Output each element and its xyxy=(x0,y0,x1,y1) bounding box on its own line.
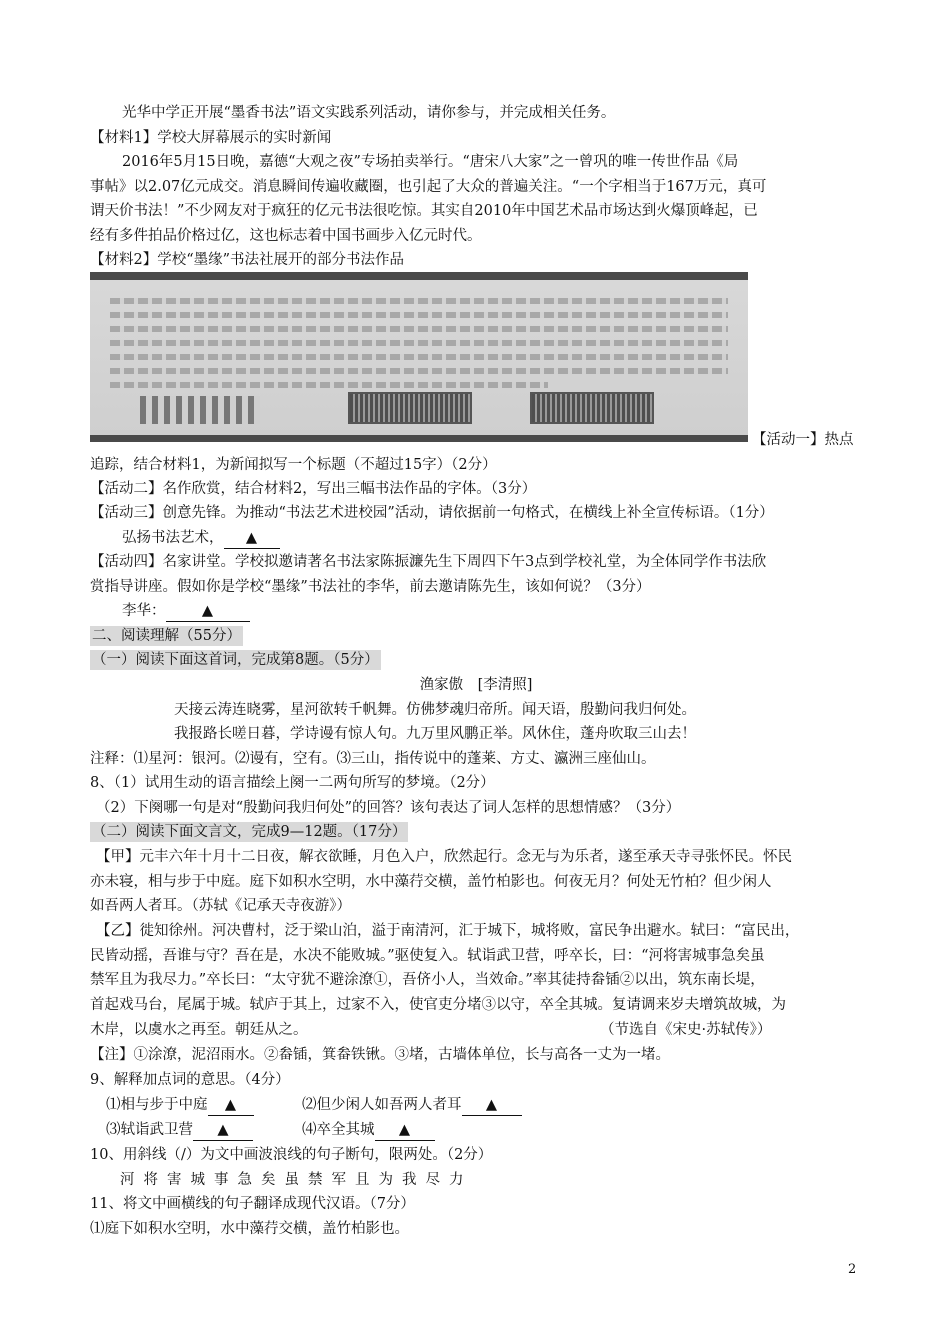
calligraphy-paper xyxy=(90,280,748,435)
q9-blank3[interactable]: ▲ xyxy=(193,1120,253,1141)
q9-item4: ⑷卒全其城 xyxy=(302,1122,375,1138)
jia-line3: 如吾两人者耳。（苏轼《记承天寺夜游》） xyxy=(90,898,351,914)
section2-2-heading xyxy=(90,822,862,842)
question10: 10、用斜线（/）为文中画波浪线的句子断句，限两处。（2分） xyxy=(90,1147,493,1163)
poem-title: 渔家傲 [李清照] xyxy=(419,677,533,693)
section2-label: 二、阅读理解（55分） xyxy=(92,628,241,644)
poem-note: 注释：⑴星河：银河。⑵谩有，空有。⑶三山，指传说中的蓬莱、方丈、瀛洲三座仙山。 xyxy=(90,751,656,767)
poem-line1: 天接云涛连晓雾，星河欲转千帆舞。仿佛梦魂归帝所。闻天语，殷勤问我归何处。 xyxy=(174,702,696,718)
calligraphy-work-1 xyxy=(140,396,260,424)
activity4-line1: 【活动四】名家讲堂。学校拟邀请著名书法家陈振濂先生下周四下午3点到学校礼堂，为全体同学作书法欣 xyxy=(90,554,767,570)
question9-row1 xyxy=(106,1095,862,1116)
jia-line2: 亦未寝，相与步于中庭。庭下如积水空明，水中藻荇交横，盖竹柏影也。何夜无月？何处无竹柏？但少闲人 xyxy=(90,874,772,890)
jia-line1: 【甲】元丰六年十月十二日夜，解衣欲睡，月色入户，欣然起行。念无与为乐者，遂至承天寺寻张怀民。怀民 xyxy=(96,849,792,865)
material1-line1: 2016年5月15日晚，嘉德“大观之夜”专场拍卖举行。“唐宋八大家”之一曾巩的唯一传世作品《局 xyxy=(122,154,739,170)
yi-line4: 首起戏马台，尾属于城。轼庐于其上，过家不入，使官吏分堵③以守，卒全其城。复请调来岁夫增筑故城，为 xyxy=(90,997,786,1013)
yi-line5-text: 木岸，以虞水之再至。朝廷从之。 xyxy=(90,1022,308,1038)
material1-line3: 谓天价书法！”不少网友对于疯狂的亿元书法很吃惊。其实自2010年中国艺术品市场达到火爆顶峰起，已 xyxy=(90,203,758,219)
activity1-head: 【活动一】热点 xyxy=(752,432,854,448)
yi-source: （节选自《宋史·苏轼传》） xyxy=(600,1022,772,1038)
annotation-note: 【注】①涂潦，泥沼雨水。②畚锸，箕畚铁锹。③堵，古墙体单位，长与高各一丈为一堵。 xyxy=(90,1047,670,1063)
section2-2-label: （二）阅读下面文言文，完成9—12题。（17分） xyxy=(92,824,407,840)
section2-1-heading xyxy=(90,650,862,670)
activity3-text: 【活动三】创意先锋。为推动“书法艺术进校园”活动，请依据前一句格式，在横线上补全宣传标语。（1分） xyxy=(90,505,774,521)
activity4-answer xyxy=(122,601,862,622)
material2-title: 【材料2】学校“墨缘”书法社展开的部分书法作品 xyxy=(90,252,405,268)
question8-1: 8、（1）试用生动的语言描绘上阕一二两句所写的梦境。（2分） xyxy=(90,775,495,791)
calligraphy-work-2 xyxy=(348,392,472,424)
activity4-line2: 赏指导讲座。假如你是学校“墨缘”书法社的李华，前去邀请陈先生，该如何说？（3分） xyxy=(90,579,651,595)
calligraphy-photo xyxy=(90,272,748,442)
slogan-blank[interactable]: ▲ xyxy=(224,528,280,549)
activity3-slogan xyxy=(122,528,862,549)
q9-blank2[interactable]: ▲ xyxy=(462,1095,522,1116)
activity2-text: 【活动二】名作欣赏，结合材料2，写出三幅书法作品的字体。（3分） xyxy=(90,481,537,497)
yi-line5 xyxy=(90,1020,862,1040)
question10-sentence: 河将害城事急矣虽禁军且为我尽力 xyxy=(120,1172,473,1188)
q9-blank1[interactable]: ▲ xyxy=(208,1095,254,1116)
question9-row2 xyxy=(106,1120,862,1141)
q9-item2: ⑵但少闲人如吾两人者耳 xyxy=(302,1097,462,1113)
yi-line2: 民皆动摇，吾谁与守？吾在是，水决不能败城。”驱使复入。轼诣武卫营，呼卒长，曰：“河将害城事急矣虽 xyxy=(90,948,765,964)
section2-heading xyxy=(90,626,862,646)
yi-line3: 禁军且为我尽力。”卒长曰：“太守犹不避涂潦①，吾侪小人，当效命。”率其徒持畚锸②以出，筑东南长堤， xyxy=(90,972,765,988)
activity1-text: 追踪，结合材料1，为新闻拟写一个标题（不超过15字）（2分） xyxy=(90,457,497,473)
material1-title: 【材料1】学校大屏幕展示的实时新闻 xyxy=(90,130,332,146)
section2-1-label: （一）阅读下面这首词，完成第8题。（5分） xyxy=(92,652,379,668)
answer-blank[interactable]: ▲ xyxy=(166,601,250,622)
q9-item3: ⑶轼诣武卫营 xyxy=(106,1122,193,1138)
question9: 9、解释加点词的意思。（4分） xyxy=(90,1072,290,1088)
question11: 11、将文中画横线的句子翻译成现代汉语。（7分） xyxy=(90,1196,415,1212)
answer-name: 李华： xyxy=(122,603,166,619)
material1-line4: 经有多件拍品价格过亿，这也标志着中国书画步入亿元时代。 xyxy=(90,228,482,244)
question8-2: （2）下阕哪一句是对“殷勤问我归何处”的回答？该句表达了词人怎样的思想情感？（3分） xyxy=(96,800,681,816)
calligraphy-work-3 xyxy=(530,392,654,424)
material1-line2: 事帖》以2.07亿元成交。消息瞬间传遍收藏圈，也引起了大众的普遍关注。“一个字相当于167万元，真可 xyxy=(90,179,767,195)
question11-1: ⑴庭下如积水空明，水中藻荇交横，盖竹柏影也。 xyxy=(90,1221,409,1237)
slogan-prefix: 弘扬书法艺术， xyxy=(122,530,224,546)
q9-item1: ⑴相与步于中庭 xyxy=(106,1097,208,1113)
page-number: 2 xyxy=(848,1262,857,1277)
poem-line2: 我报路长嗟日暮，学诗谩有惊人句。九万里风鹏正举。风休住，蓬舟吹取三山去！ xyxy=(174,726,696,742)
q9-blank4[interactable]: ▲ xyxy=(375,1120,435,1141)
intro-text: 光华中学正开展“墨香书法”语文实践系列活动，请你参与，并完成相关任务。 xyxy=(122,105,616,121)
yi-line1: 【乙】徙知徐州。河决曹村，泛于梁山泊，溢于南清河，汇于城下，城将败，富民争出避水。轼曰：“富民出， xyxy=(96,923,800,939)
